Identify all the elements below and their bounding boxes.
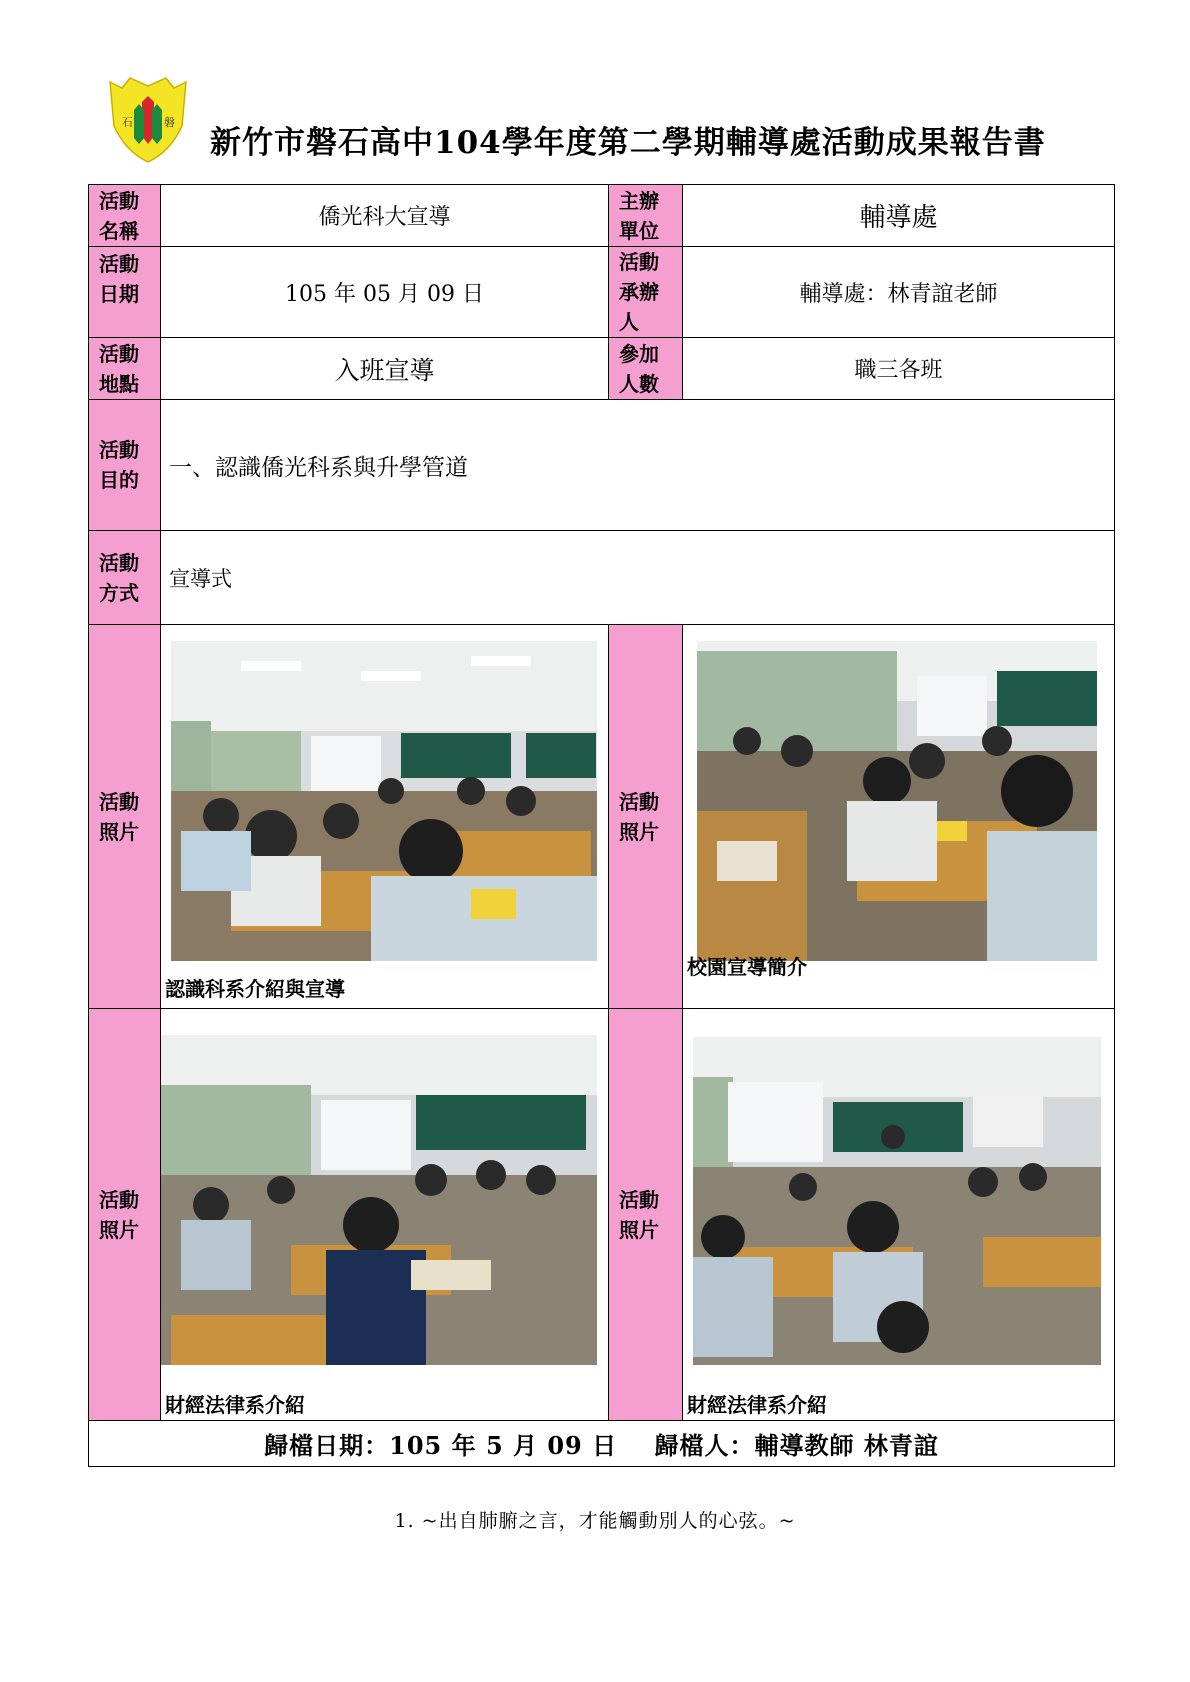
filer: 歸檔人：輔導教師 林青誼: [654, 1431, 939, 1460]
svg-text:石: 石: [122, 116, 133, 129]
filing-info: [89, 1421, 1115, 1467]
photo-label-2: 活動照片: [609, 625, 683, 1009]
photo-cell-4: [683, 1009, 1115, 1421]
row-footer: [89, 1421, 1115, 1467]
activity-name-label: 活動名稱: [89, 185, 161, 247]
location-label: 活動地點: [89, 338, 161, 400]
row-method: [89, 531, 1115, 625]
row-activity-name: [89, 185, 1115, 247]
svg-text:磐: 磐: [164, 116, 175, 129]
host-label: 活動承辦人: [609, 247, 683, 338]
row-photos-2: [89, 1009, 1115, 1421]
method-label: 活動方式: [89, 531, 161, 625]
participants-value: 職三各班: [683, 338, 1115, 400]
participants-label: 參加人數: [609, 338, 683, 400]
row-purpose: [89, 400, 1115, 531]
organizer-value: 輔導處: [683, 185, 1115, 247]
method-value: 宣導式: [161, 531, 1115, 625]
motto: 1. ~出自肺腑之言，才能觸動別人的心弦。~: [394, 1510, 796, 1532]
photo-cell-2: [683, 625, 1115, 1009]
classroom-photo-4: [693, 1037, 1101, 1365]
row-date: [89, 247, 1115, 338]
date-label: 活動日期: [89, 247, 161, 338]
photo-caption-2: 校園宣導簡介: [687, 955, 807, 979]
purpose-value: 一、認識僑光科系與升學管道: [161, 400, 1115, 531]
classroom-photo-1: [171, 641, 597, 961]
photo-cell-1: [161, 625, 609, 1009]
date-value: 105 年 05 月 09 日: [161, 247, 609, 338]
organizer-label: 主辦單位: [609, 185, 683, 247]
filing-date: 歸檔日期：105 年 5 月 09 日: [264, 1431, 618, 1460]
photo-label-4: 活動照片: [609, 1009, 683, 1421]
photo-caption-4: 財經法律系介紹: [687, 1393, 827, 1417]
classroom-photo-3: [161, 1035, 597, 1365]
report-table: [88, 184, 1115, 1467]
host-value: 輔導處：林青誼老師: [683, 247, 1115, 338]
purpose-label: 活動目的: [89, 400, 161, 531]
photo-caption-1: 認識科系介紹與宣導: [165, 977, 345, 1001]
photo-label-3: 活動照片: [89, 1009, 161, 1421]
school-logo: [108, 76, 188, 164]
photo-cell-3: [161, 1009, 609, 1421]
location-value: 入班宣導: [161, 338, 609, 400]
page-title: 新竹市磐石高中104學年度第二學期輔導處活動成果報告書: [210, 125, 1046, 161]
photo-label-1: 活動照片: [89, 625, 161, 1009]
activity-name-value: 僑光科大宣導: [161, 185, 609, 247]
row-location: [89, 338, 1115, 400]
row-photos-1: [89, 625, 1115, 1009]
photo-caption-3: 財經法律系介紹: [165, 1393, 305, 1417]
classroom-photo-2: [697, 641, 1097, 961]
